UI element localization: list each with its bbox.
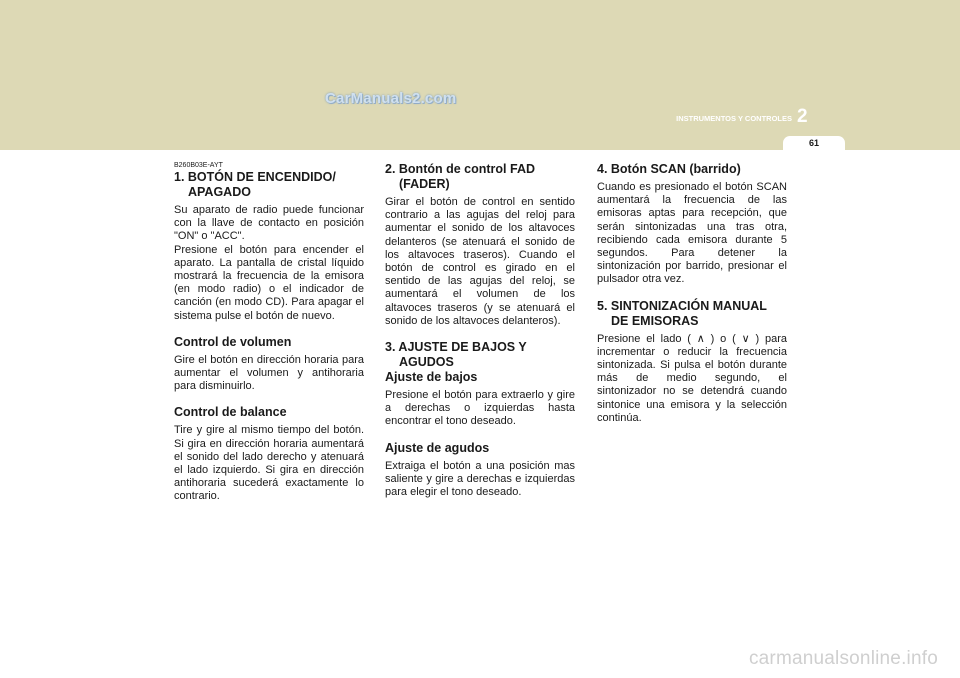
heading-volume: Control de volumen	[174, 334, 292, 349]
heading-fader: 2. Bontón de control FAD (FADER)	[385, 162, 535, 191]
heading-power-button: 1. BOTÓN DE ENCENDIDO/ APAGADO	[174, 170, 336, 199]
column-right	[597, 162, 787, 425]
column-left	[174, 162, 364, 504]
heading-bass: Ajuste de bajos	[385, 370, 478, 385]
header-band	[0, 0, 960, 150]
chapter-number: 2	[797, 106, 808, 127]
heading-treble: Ajuste de agudos	[385, 440, 490, 455]
paragraph-volume: Gire el botón en dirección horaria para aumentar el volumen y antihoraria para disminuirlo.	[174, 353, 364, 393]
paragraph-treble: Extraiga el botón a una posición mas saliente y gire a derechas e izquierdas para elegir el tono deseado.	[385, 459, 575, 499]
paragraph-scan: Cuando es presionado el botón SCAN aumentará la frecuencia de las emisoras aptas para recepción, que serán sintonizadas una tras otra, recibiendo cada emisora durante 5 segundos. Para detener la sintonización por barrido, presionar el pulsador otra vez.	[597, 181, 787, 286]
heading-tone: 3. AJUSTE DE BAJOS Y AGUDOS	[385, 340, 527, 370]
column-middle	[385, 162, 575, 499]
paragraph-bass: Presione el botón para extraerlo y gire a derechas o izquierdas hasta encontrar el tono deseado.	[385, 389, 575, 428]
page-number: 61	[808, 138, 819, 148]
paragraph-power-1: Su aparato de radio puede funcionar con la llave de contacto en posición "ON" o "ACC".	[174, 204, 364, 243]
paragraph-manual-tuning: Presione el lado ( ∧ ) o ( ∨ ) para incrementar o reducir la frecuencia sintonizada. Si pulsa el botón durante más de medio segundo, el sintonizador no se detendrá cuando sintonice una emisora y la selección continúa.	[597, 332, 787, 424]
heading-manual-tuning: 5. SINTONIZACIÓN MANUAL DE EMISORAS	[597, 298, 767, 328]
brand-logo[interactable]: CarManuals2.com	[325, 90, 457, 107]
section-title: INSTRUMENTOS Y CONTROLES	[676, 114, 792, 123]
section-code: B260B03E-AYT	[174, 162, 223, 169]
heading-scan: 4. Botón SCAN (barrido)	[597, 162, 741, 176]
paragraph-power-2: Presione el botón para encender el aparato. La pantalla de cristal líquido mostrará la frecuencia de la emisora (en modo radio) o el indicador de canción (en modo CD). Para apagar el sistema pulse el botón de nuevo.	[174, 243, 364, 322]
watermark[interactable]: carmanualsonline.info	[748, 648, 938, 669]
heading-balance: Control de balance	[174, 405, 287, 420]
paragraph-fader: Girar el botón de control en sentido contrario a las agujas del reloj para aumentar el sonido de los altavoces delanteros (se atenuará el sonido de los altavoces traseros). Cuando el botón de control es girado en el sentido de las agujas del reloj, se aumentará el volumen de los altavoces traseros (y se atenuará el sonido de los altavoces delanteros).	[385, 196, 575, 327]
paragraph-balance: Tire y gire al mismo tiempo del botón. Si gira en dirección horaria aumentará el sonido del lado derecho y atenuará el lado izquierdo. Si gira en dirección antihoraria sucederá exactamente lo contrario.	[174, 424, 364, 503]
